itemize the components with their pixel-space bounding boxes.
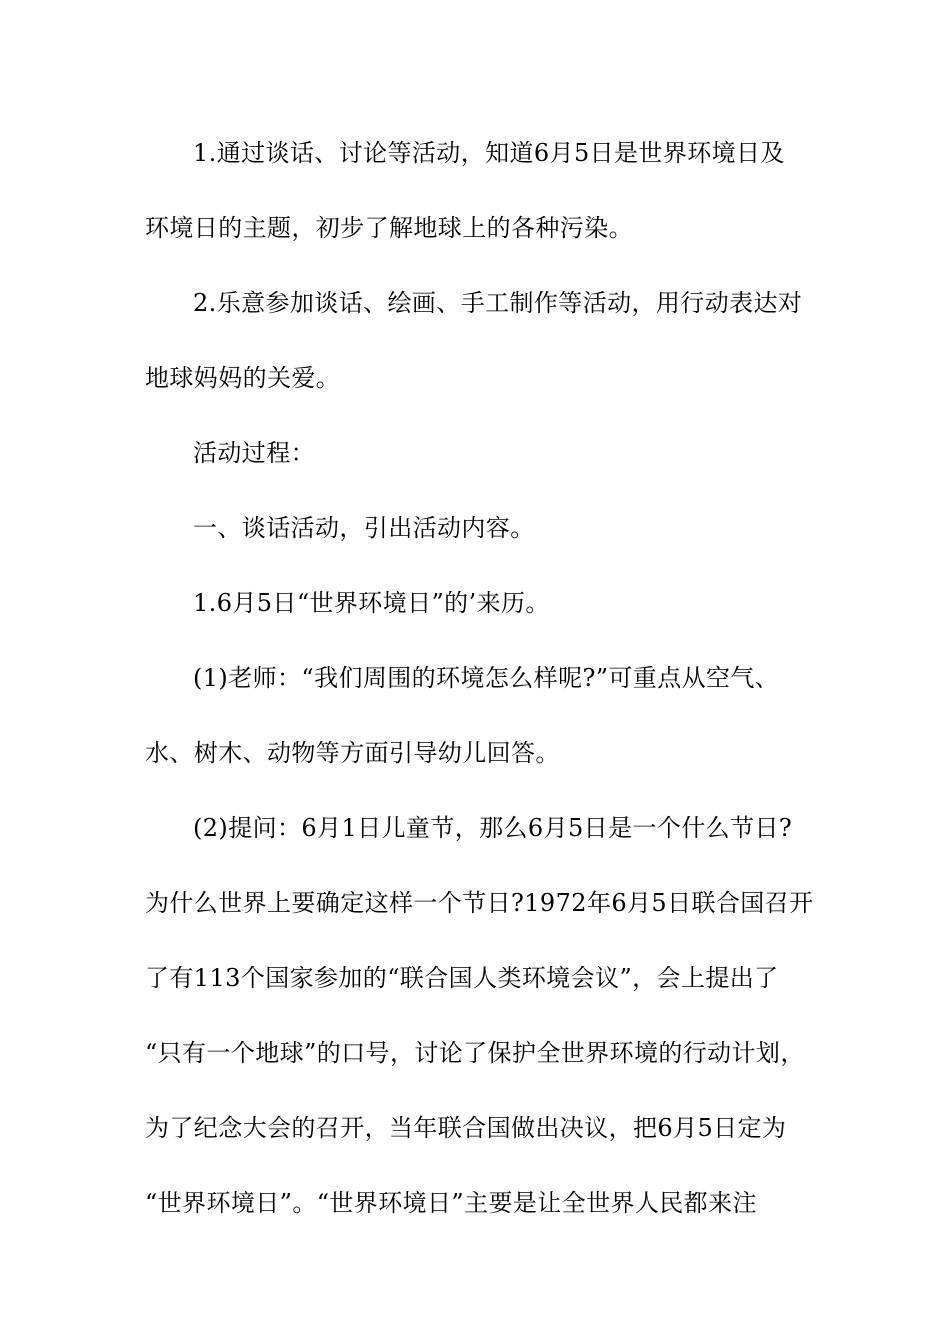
item-2-line-3: 了有113个国家参加的“联合国人类环境会议”，会上提出了 (145, 964, 779, 992)
substep-1-heading: 1.6月5日“世界环境日”的’来历。 (193, 589, 550, 617)
item-2-line-4: “只有一个地球”的口号，讨论了保护全世界环境的行动计划， (145, 1039, 805, 1067)
item-2-line-1: (2)提问：6月1日儿童节，那么6月5日是一个什么节日? (193, 814, 793, 842)
item-2-line-6: “世界环境日”。“世界环境日”主要是让全世界人民都来注 (145, 1189, 757, 1217)
section-heading-process: 活动过程： (193, 439, 315, 467)
item-2-line-2: 为什么世界上要确定这样一个节日?1972年6月5日联合国召开 (145, 889, 814, 917)
item-1-line-2: 水、树木、动物等方面引导幼儿回答。 (145, 739, 560, 767)
objective-2-line-2: 地球妈妈的关爱。 (145, 364, 341, 392)
item-1-line-1: (1)老师：“我们周围的环境怎么样呢?”可重点从空气、 (193, 664, 780, 692)
objective-2-line-1: 2.乐意参加谈话、绘画、手工制作等活动，用行动表达对 (193, 289, 803, 317)
step-1-heading: 一、谈话活动，引出活动内容。 (193, 514, 535, 542)
item-2-line-5: 为了纪念大会的召开，当年联合国做出决议，把6月5日定为 (145, 1114, 787, 1142)
objective-1-line-2: 环境日的主题，初步了解地球上的各种污染。 (145, 214, 633, 242)
objective-1-line-1: 1.通过谈话、讨论等活动，知道6月5日是世界环境日及 (193, 139, 785, 167)
